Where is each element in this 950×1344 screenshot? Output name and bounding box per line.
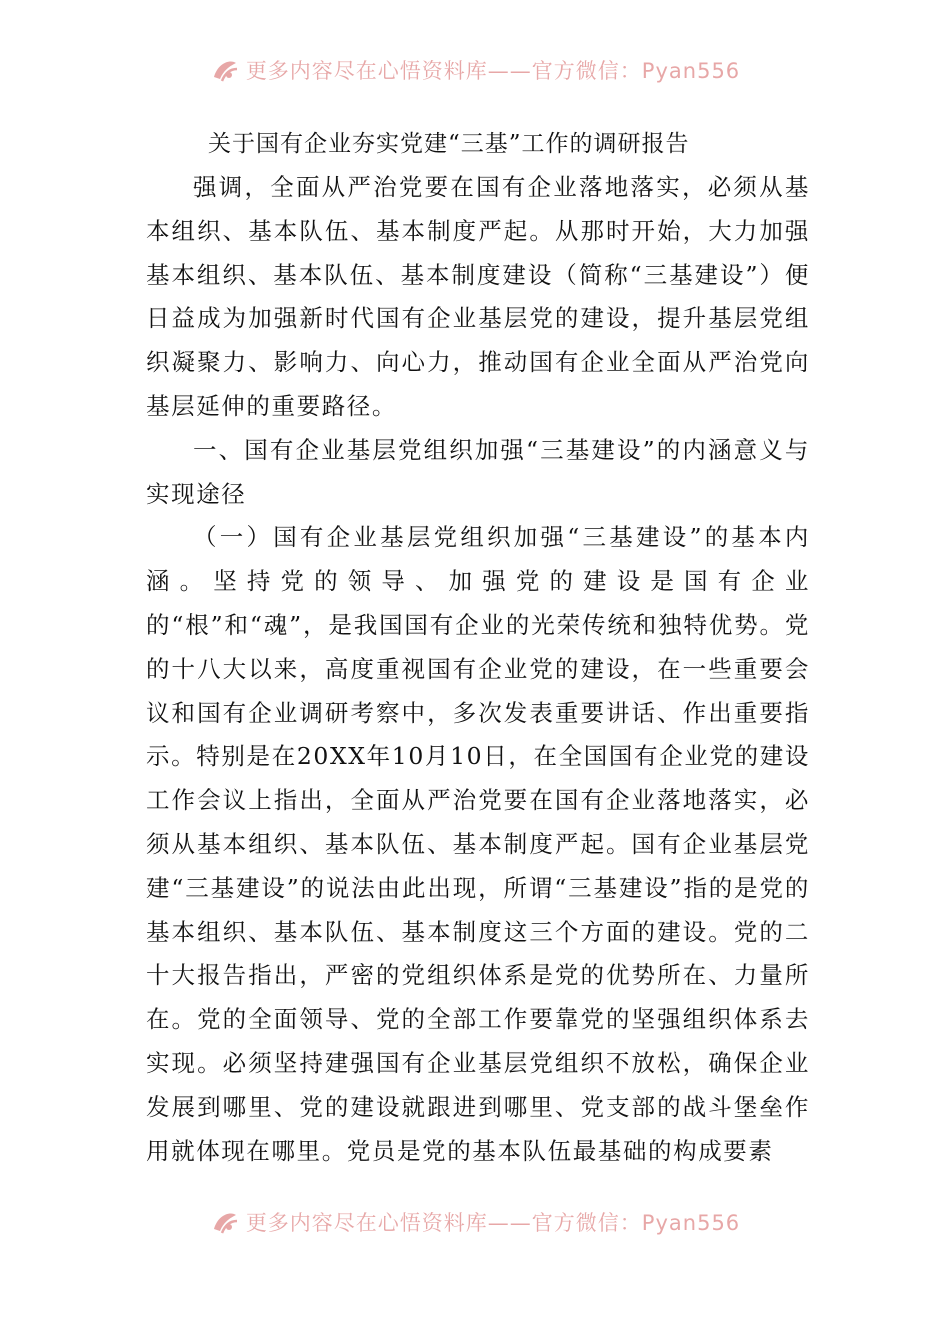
watermark-logo-icon <box>210 1207 240 1237</box>
paragraph-subsection-1: （一）国有企业基层党组织加强“三基建设”的基本内涵。坚持党的领导、加强党的建设是国有企业的“根”和“魂”，是我国国有企业的光荣传统和独特优势。党的十八大以来，高度重视国有企业党的建设，在一些重要会议和国有企业调研考察中，多次发表重要讲话、作出重要指示。特别是在20XX年10月10日，在全国国有企业党的建设工作会议上指出，全面从严治党要在国有企业落地落实，必须从基本组织、基本队伍、基本制度严起。国有企业基层党建“三基建设”的说法由此出现，所谓“三基建设”指的是党的基本组织、基本队伍、基本制度这三个方面的建设。党的二十大报告指出，严密的党组织体系是党的优势所在、力量所在。党的全面领导、党的全部工作要靠党的坚强组织体系去实现。必须坚持建强国有企业基层党组织不放松，确保企业发展到哪里、党的建设就跟进到哪里、党支部的战斗堡垒作用就体现在哪里。党员是党的基本队伍最基础的构成要素 <box>146 523 810 1165</box>
document-title: 关于国有企业夯实党建“三基”工作的调研报告 <box>208 131 690 157</box>
watermark-text: 更多内容尽在心悟资料库——官方微信：Pyan556 <box>245 1211 741 1235</box>
watermark-text: 更多内容尽在心悟资料库——官方微信：Pyan556 <box>245 59 741 83</box>
section-heading-1: 一、国有企业基层党组织加强“三基建设”的内涵意义与实现途径 <box>146 435 810 508</box>
document-body <box>146 122 810 1173</box>
watermark-banner-top <box>0 52 950 88</box>
watermark-logo-icon <box>210 55 240 85</box>
watermark-banner-bottom <box>0 1204 950 1240</box>
paragraph-intro: 强调，全面从严治党要在国有企业落地落实，必须从基本组织、基本队伍、基本制度严起。从那时开始，大力加强基本组织、基本队伍、基本制度建设（简称“三基建设”）便日益成为加强新时代国有企业基层党的建设，提升基层党组织凝聚力、影响力、向心力，推动国有企业全面从严治党向基层延伸的重要路径。 <box>146 173 810 420</box>
